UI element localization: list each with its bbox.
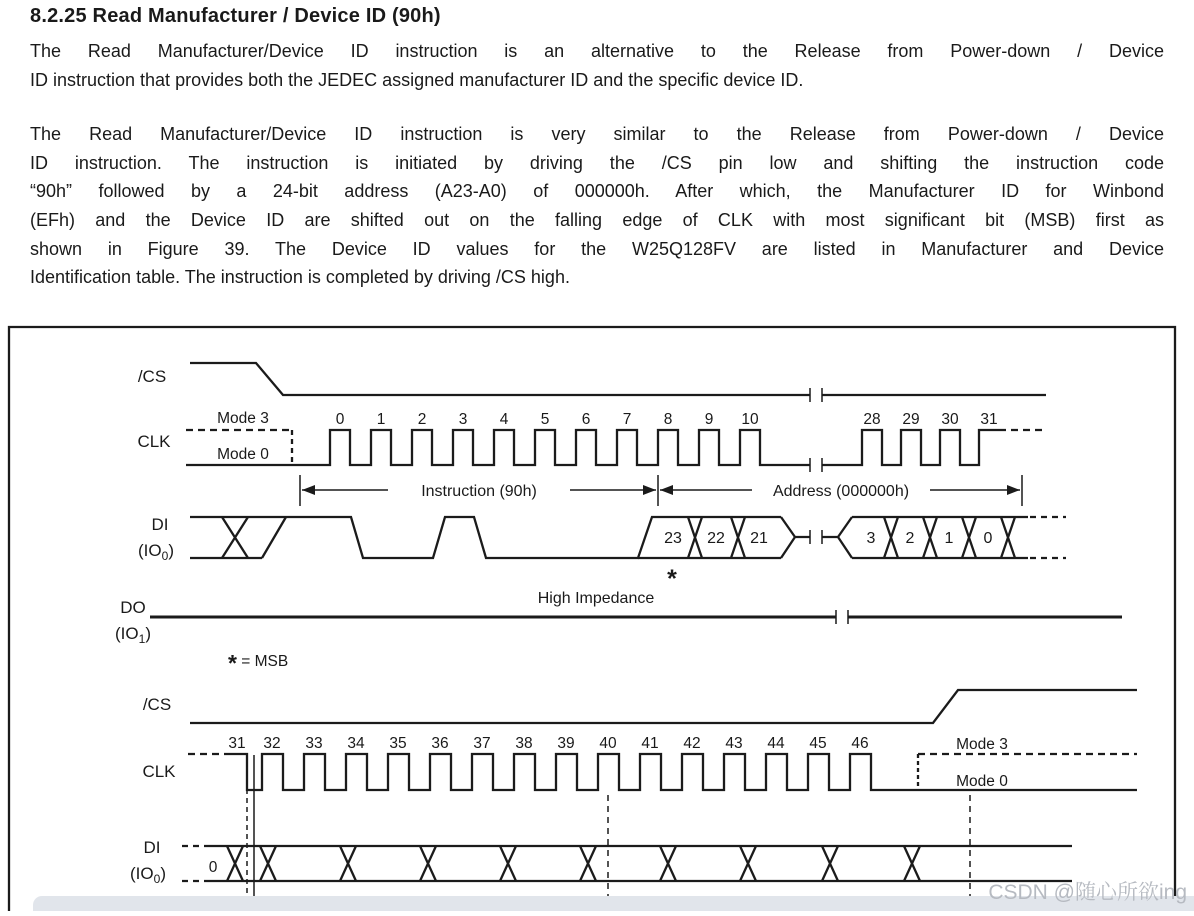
watermark: CSDN @随心所欲ing <box>988 881 1187 904</box>
clk-number: 0 <box>335 411 345 428</box>
di1-lower-rail <box>190 517 286 558</box>
di1-waveform <box>190 517 781 558</box>
msb-legend: * = MSB <box>228 650 289 676</box>
cs1-break-marks <box>810 388 822 402</box>
figure-border <box>9 327 1175 911</box>
clk-number: 9 <box>704 411 714 428</box>
di2-port-label: $(IO_0)$ <box>130 864 166 886</box>
di1-mid-line <box>781 517 852 558</box>
di1-break-marks <box>810 530 822 544</box>
di2-x-crossings <box>260 846 920 881</box>
clk-number: 41 <box>641 735 659 752</box>
di1-cells-b-rails <box>852 517 1028 558</box>
bit-cell-label: 3 <box>866 530 876 547</box>
clk-number: 6 <box>581 411 591 428</box>
di1-x-crossing <box>222 517 248 558</box>
clk-number: 35 <box>389 735 407 752</box>
paragraph-line: ID instruction. The instruction is initiated by driving the /CS pin low and shifting the instruction code <box>30 152 1164 173</box>
high-impedance-label: High Impedance <box>537 590 655 607</box>
clk-number: 45 <box>809 735 827 752</box>
clk-number: 5 <box>540 411 550 428</box>
bit-cell-label: 21 <box>750 530 768 547</box>
bit-cell-label: 22 <box>707 530 725 547</box>
section-heading: 8.2.25 Read Manufacturer / Device ID (90h) <box>30 5 441 27</box>
do-label: DO <box>120 598 146 617</box>
bit-cell-label: 0 <box>983 530 993 547</box>
clk-number: 28 <box>863 411 881 428</box>
clk1-mode3-label: Mode 3 <box>217 410 269 427</box>
clk-number: 36 <box>431 735 449 752</box>
paragraph-line: ID instruction that provides both the JEDEC assigned manufacturer ID and the specific device ID. <box>30 69 804 90</box>
instruction-span-label: Instruction (90h) <box>421 483 537 500</box>
di1-trailing-dashes <box>1030 517 1066 558</box>
clk-number: 42 <box>683 735 701 752</box>
clk-number: 37 <box>473 735 491 752</box>
di2-label: DI <box>143 838 161 857</box>
clk-number: 1 <box>376 411 386 428</box>
clk2-mode3-label: Mode 3 <box>956 736 1008 753</box>
di2-leading-dashes <box>182 846 206 881</box>
di2-bit0-label: 0 <box>208 859 218 876</box>
clk1-waveform-a <box>186 430 810 465</box>
clk2-mode0-label: Mode 0 <box>956 773 1008 790</box>
paragraph-line: The Read Manufacturer/Device ID instruction is very similar to the Release from Power-down / Device <box>30 124 1164 145</box>
paragraph-line: “90h” followed by a 24-bit address (A23-A0) of 000000h. After which, the Manufacturer ID for Winbond <box>30 181 1164 202</box>
paragraph-2 <box>30 120 1164 292</box>
paragraph-line: Identification table. The instruction is completed by driving /CS high. <box>30 267 570 288</box>
clk-number: 40 <box>599 735 617 752</box>
timing-diagram-svg <box>0 325 1194 911</box>
paragraph-line: shown in Figure 39. The Device ID values for the W25Q128FV are listed in Manufacturer and Device <box>30 238 1164 259</box>
clk-number: 2 <box>417 411 427 428</box>
clk-number: 44 <box>767 735 785 752</box>
cs1-waveform <box>190 363 1046 395</box>
clk1-label: CLK <box>137 432 171 451</box>
clk-number: 7 <box>622 411 632 428</box>
clk-number: 3 <box>458 411 468 428</box>
clk1-break-marks <box>810 458 822 472</box>
clk-number: 29 <box>902 411 920 428</box>
clk-number: 4 <box>499 411 509 428</box>
clk-number: 38 <box>515 735 533 752</box>
timing-diagram-figure <box>0 325 1194 911</box>
do-port-label: $(IO_1)$ <box>115 624 151 646</box>
di1-label: DI <box>151 515 169 534</box>
paragraph-line: The Read Manufacturer/Device ID instruction is an alternative to the Release from Power-down / Device <box>30 41 1164 61</box>
clk-number: 31 <box>228 735 246 752</box>
bit-cell-label: 1 <box>944 530 954 547</box>
clk-number: 43 <box>725 735 743 752</box>
clk1-numbers <box>336 411 998 428</box>
di2-bold-x-crossing <box>227 846 243 881</box>
clk-number: 34 <box>347 735 365 752</box>
msb-star-marker: * <box>667 565 677 593</box>
clk-number: 30 <box>941 411 959 428</box>
clk-number: 31 <box>980 411 998 428</box>
document-body <box>0 5 1194 292</box>
clk2-numbers <box>228 735 868 752</box>
cs2-label: /CS <box>142 695 172 714</box>
bit-cell-label: 2 <box>905 530 915 547</box>
clk-number: 10 <box>741 411 759 428</box>
di1-bit-cells <box>664 530 992 547</box>
bit-cell-label: 23 <box>664 530 682 547</box>
clk-number: 33 <box>305 735 323 752</box>
address-span-label: Address (000000h) <box>772 483 910 500</box>
clk2-label: CLK <box>142 762 176 781</box>
paragraph-line: (EFh) and the Device ID are shifted out on the falling edge of CLK with most significant bit (MSB) first as <box>30 209 1164 230</box>
di1-port-label: $(IO_0)$ <box>138 541 174 563</box>
clk1-waveform-b <box>822 430 999 465</box>
clk-number: 8 <box>663 411 673 428</box>
clk-number: 46 <box>851 735 869 752</box>
paragraph-1 <box>30 37 1164 94</box>
cs2-waveform <box>190 690 1137 723</box>
cs1-label: /CS <box>137 367 167 386</box>
clk1-mode0-label: Mode 0 <box>217 446 269 463</box>
clk-number: 39 <box>557 735 575 752</box>
di2-rails <box>206 846 1072 881</box>
clk-number: 32 <box>263 735 281 752</box>
do-break-marks <box>836 610 848 624</box>
